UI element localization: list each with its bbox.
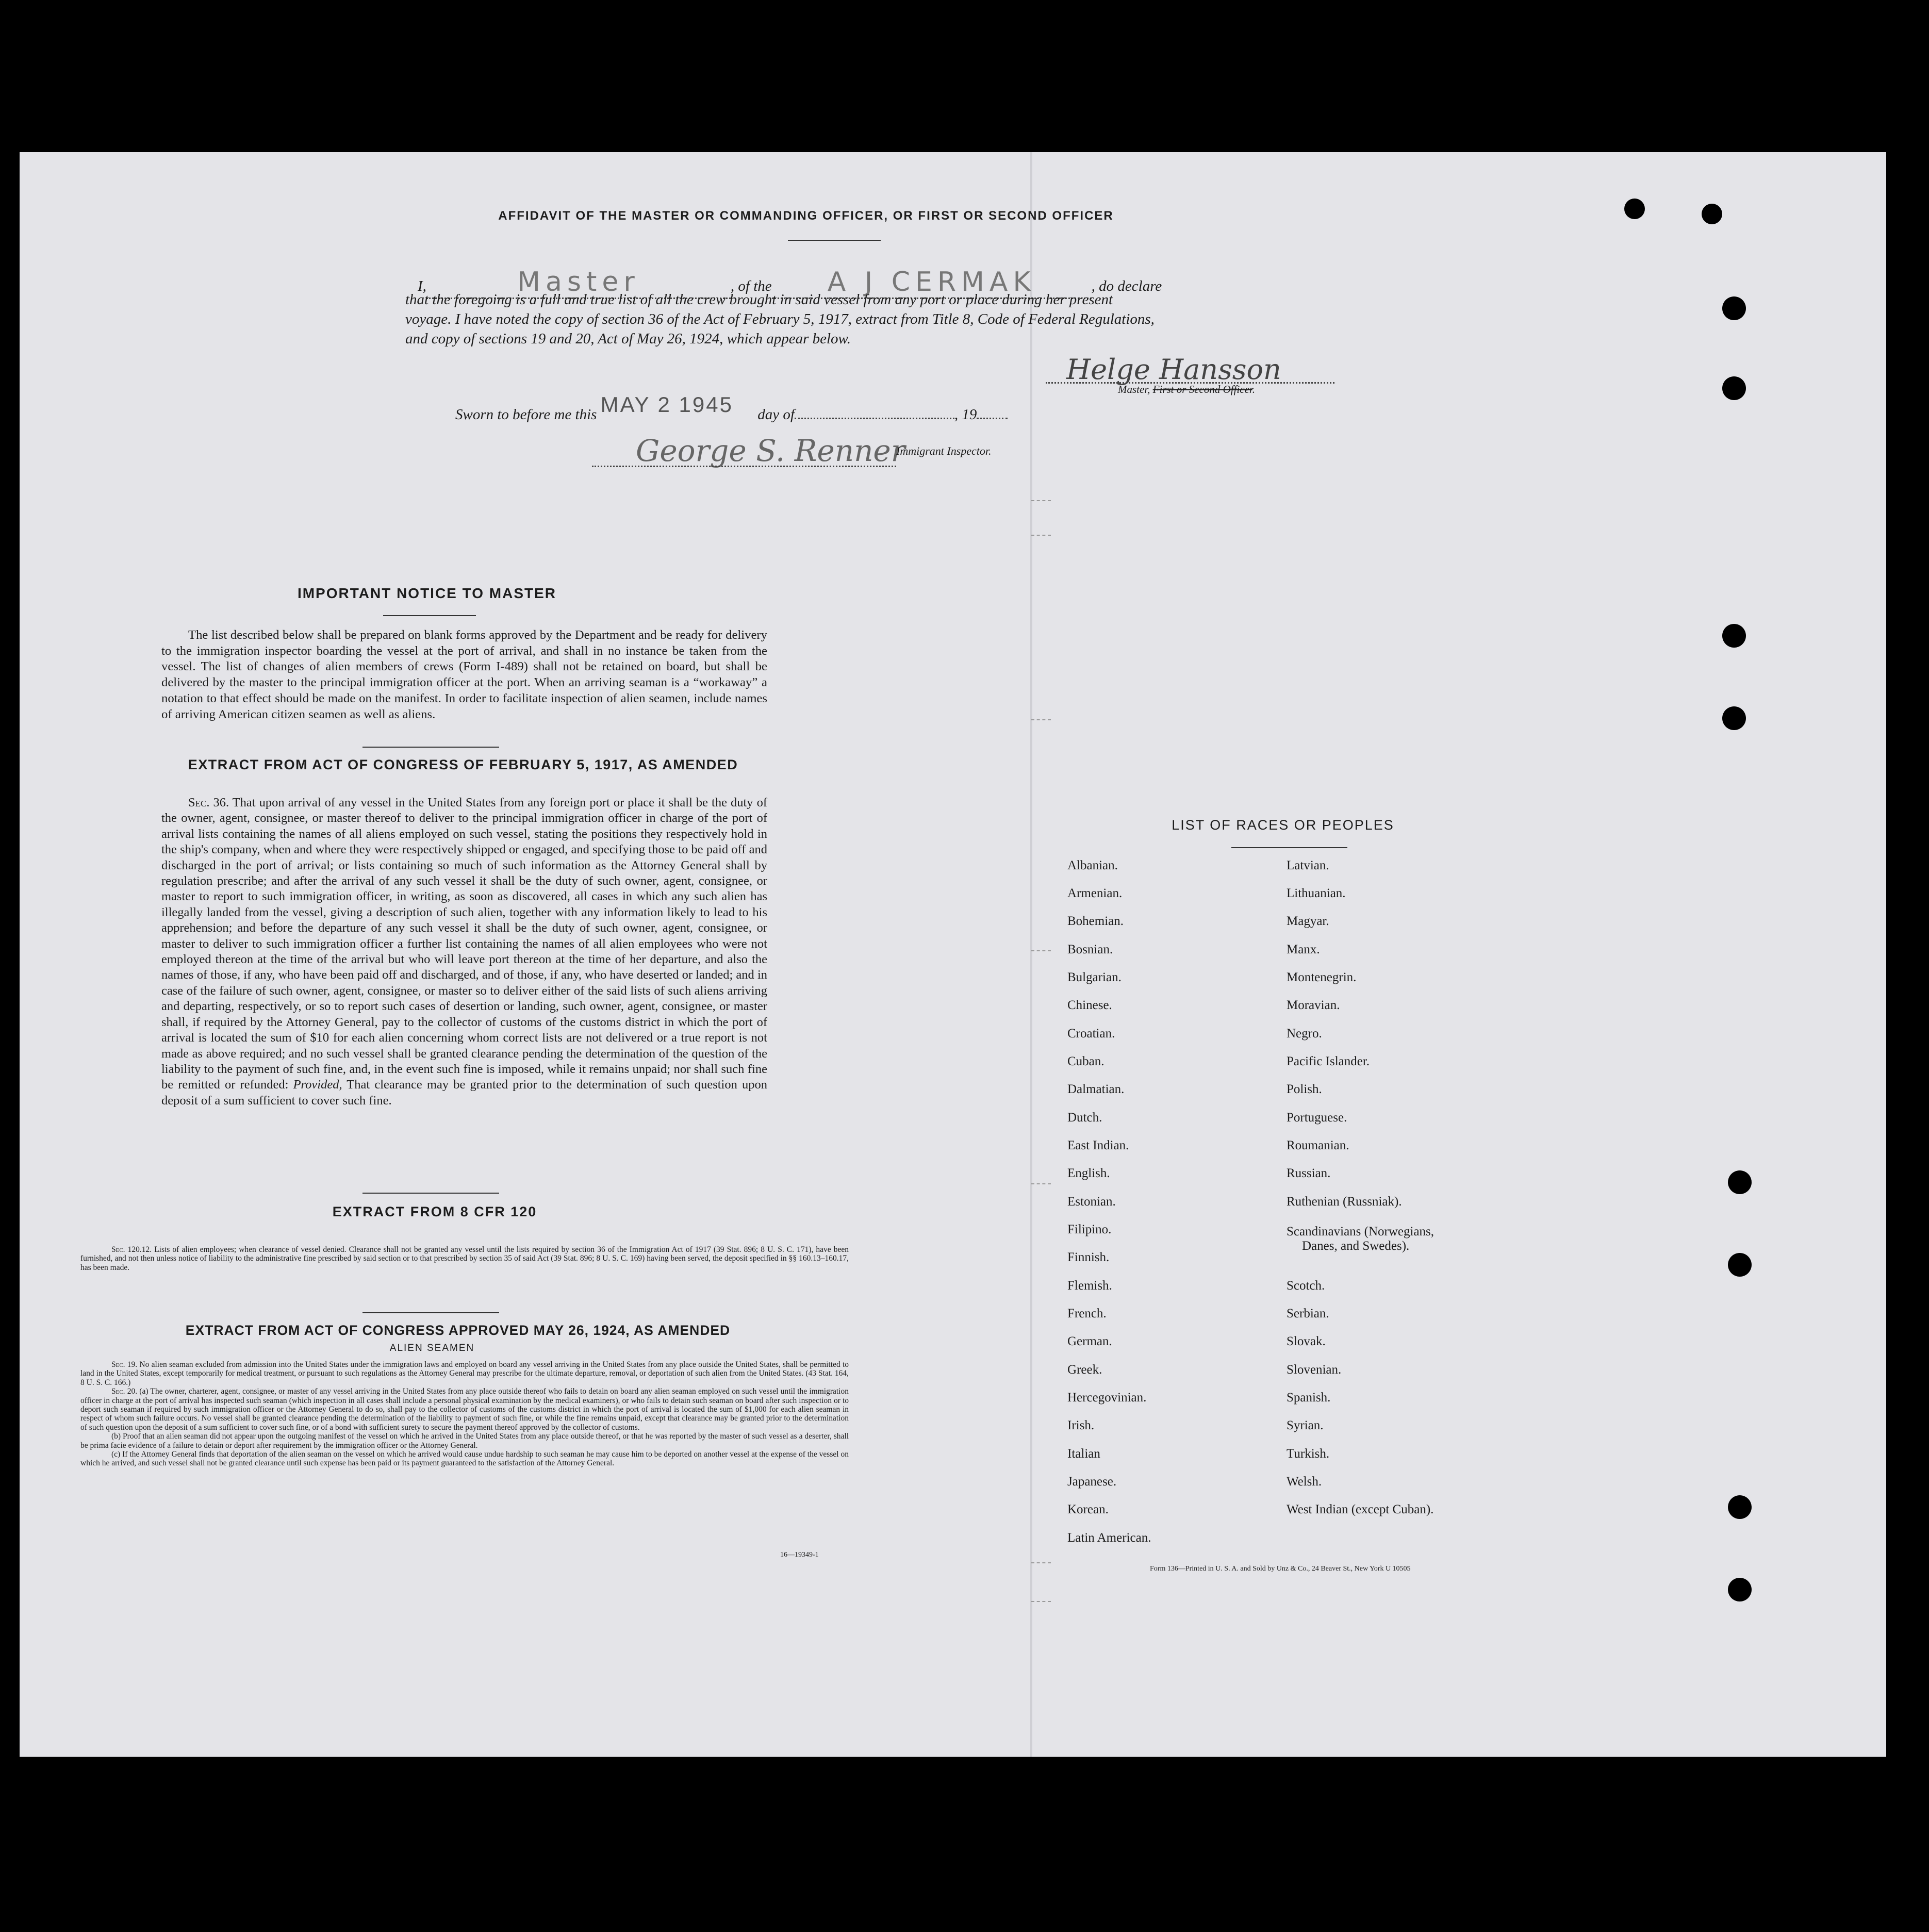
- affidavit-line-4: and copy of sections 19 and 20, Act of May 26, 1924, which appear below.: [405, 331, 851, 347]
- extract-1924-heading: EXTRACT FROM ACT OF CONGRESS APPROVED MAY 26, 1924, AS AMENDED: [185, 1323, 731, 1338]
- punch-hole: [1722, 624, 1746, 648]
- sworn-line: [455, 392, 1008, 424]
- alien-seamen-subheading: ALIEN SEAMEN: [389, 1343, 475, 1353]
- divider: [788, 240, 881, 241]
- race-item: Cuban.: [1067, 1054, 1104, 1068]
- divider: [1231, 847, 1347, 848]
- race-item: French.: [1067, 1307, 1107, 1320]
- section-36-text: Sec. 36. That upon arrival of any vessel in the United States from any foreign port or place it shall be the duty of the owner, agent, consignee, or master thereof to deliver to the principal immigration officer in charge of the port of arrival lists containing the names of all aliens employed on such vessel, stating the positions they respectively hold in the ship's company, when and where they were respectively shipped or engaged, and specifying those to be paid off and discharged in the port of arrival; or lists containing so much of such information as the Attorney General shall by regulation prescribe; and after the arrival of any such vessel it shall be the duty of such owner, agent, consignee, or master to report to such immigration officer, in writing, as soon as discovered, all cases in which any such alien has illegally landed from the vessel, giving a description of such alien, together with any information likely to lead to his apprehension; and before the departure of any such vessel it shall be the duty of such owner, agent, consignee, or master to deliver to such immigration officer a further list containing the names of all alien employees who were not employed thereon at the time of the arrival but who will leave port thereon at the time of her departure, and also the names of those, if any, who have been paid off and discharged, and of those, if any, who have deserted or landed; and in case of the failure of such owner, agent, consignee, or master so to deliver either of the said lists of such aliens arriving and departing, respectively, or so to report such cases of desertion or landing, such owner, agent, consignee, or master shall, if required by the Attorney General, pay to the collector of customs of the customs district in which the port of arrival is located the sum of $10 for each alien concerning whom correct lists are not delivered or a true report is not made as above required; and no such vessel shall be granted clearance pending the determination of the question of the liability to the payment of such fine, and, in the event such fine is imposed, while it remains unpaid; nor shall such fine be remitted or refunded: Provided, That clearance may be granted prior to the determination of such question upon deposit of a sum sufficient to cover such fine.: [161, 796, 767, 1108]
- race-item: Hercegovinian.: [1067, 1391, 1147, 1405]
- document-page: [20, 152, 1886, 1757]
- race-item: Croatian.: [1067, 1027, 1115, 1041]
- divider: [362, 747, 499, 748]
- race-item: Bosnian.: [1067, 943, 1113, 956]
- race-item: Ruthenian (Russniak).: [1287, 1195, 1402, 1209]
- race-item: Estonian.: [1067, 1195, 1116, 1209]
- fold-dash: [1031, 950, 1051, 951]
- race-item: Bohemian.: [1067, 914, 1124, 928]
- i-label: I,: [418, 278, 426, 294]
- race-item: Dutch.: [1067, 1111, 1102, 1125]
- race-item: Syrian.: [1287, 1418, 1324, 1432]
- fold-dash: [1031, 500, 1051, 501]
- race-item: Moravian.: [1287, 998, 1340, 1012]
- affidavit-line-2: that the foregoing is a full and true list of all the crew brought in said vessel from any port or place during her present: [405, 291, 1113, 308]
- race-item: Korean.: [1067, 1502, 1109, 1516]
- punch-hole: [1728, 1578, 1752, 1601]
- race-item: Latvian.: [1287, 858, 1329, 872]
- punch-hole: [1722, 376, 1746, 400]
- master-signature: Helge Hansson: [1066, 353, 1281, 386]
- punch-hole: [1728, 1170, 1752, 1194]
- race-item: Dalmatian.: [1067, 1082, 1125, 1096]
- year-label: , 19: [954, 406, 977, 423]
- race-item: German.: [1067, 1334, 1112, 1348]
- race-item: Italian: [1067, 1447, 1100, 1461]
- notice-text: The list described below shall be prepared on blank forms approved by the Department and be ready for delivery to the immigration inspector boarding the vessel at the port of arrival, and shall in no instance be taken from the vessel. The list of changes of alien members of crews (Form I-489) shall not be retained on board, but shall be delivered by the master to the principal immigration officer at the port. When an arriving seaman is a “workaway” a notation to that effect should be made on the manifest. In order to facilitate inspection of alien seamen, include names of arriving American citizen seamen as well as aliens.: [161, 628, 767, 721]
- race-item: Turkish.: [1287, 1447, 1330, 1461]
- race-item: Albanian.: [1067, 858, 1118, 872]
- punch-hole: [1728, 1253, 1752, 1277]
- fold-dash: [1031, 535, 1051, 536]
- race-item: Irish.: [1067, 1418, 1095, 1432]
- race-item: Pacific Islander.: [1287, 1054, 1370, 1068]
- vessel-handwritten: A J CERMAK: [827, 267, 1036, 298]
- inspector-signature-line: [592, 441, 896, 467]
- race-item: Russian.: [1287, 1166, 1331, 1180]
- race-item: Spanish.: [1287, 1391, 1331, 1405]
- race-item: Portuguese.: [1287, 1111, 1347, 1125]
- race-item-continuation: Danes, and Swedes).: [1302, 1239, 1410, 1253]
- race-item: Magyar.: [1287, 914, 1329, 928]
- month-field: [795, 418, 954, 419]
- race-item: Serbian.: [1287, 1307, 1329, 1320]
- race-item: Slovenian.: [1287, 1363, 1342, 1377]
- race-item: West Indian (except Cuban).: [1287, 1502, 1434, 1516]
- race-item: Armenian.: [1067, 886, 1123, 900]
- race-item: English.: [1067, 1166, 1110, 1180]
- race-item: Roumanian.: [1287, 1138, 1349, 1152]
- race-item: Finnish.: [1067, 1250, 1110, 1264]
- fold-dash: [1031, 1601, 1051, 1602]
- year-field: [977, 418, 1008, 419]
- fold-dash: [1031, 1183, 1051, 1184]
- race-item: Flemish.: [1067, 1279, 1112, 1293]
- master-caption: Master, First or Second Officer.: [1118, 383, 1255, 395]
- fold-dash: [1031, 1562, 1051, 1563]
- master-handwritten: Master: [517, 267, 640, 298]
- race-item: Filipino.: [1067, 1223, 1112, 1236]
- ink-spot: [1702, 204, 1722, 224]
- inspector-signature: George S. Renner: [636, 433, 905, 468]
- punch-hole: [1722, 706, 1746, 730]
- race-item: Polish.: [1287, 1082, 1322, 1096]
- sworn-label: Sworn to before me this: [455, 406, 597, 423]
- race-item: Chinese.: [1067, 998, 1112, 1012]
- affidavit-line-3: voyage. I have noted the copy of section 36 of the Act of February 5, 1917, extract from Title 8, Code of Federal Regulations,: [405, 311, 1155, 327]
- page-fold: [1030, 152, 1032, 1757]
- extract-1917-heading: EXTRACT FROM ACT OF CONGRESS OF FEBRUARY 5, 1917, AS AMENDED: [188, 757, 738, 772]
- do-declare-label: , do declare: [1091, 278, 1162, 294]
- cfr-heading: EXTRACT FROM 8 CFR 120: [332, 1204, 537, 1219]
- divider: [383, 615, 476, 616]
- punch-hole: [1722, 296, 1746, 320]
- divider: [362, 1312, 499, 1313]
- race-item: Welsh.: [1287, 1475, 1322, 1489]
- date-stamp: MAY 2 1945: [600, 392, 733, 417]
- print-code: 16—19349-1: [780, 1551, 819, 1559]
- punch-hole: [1728, 1495, 1752, 1519]
- fold-dash: [1031, 719, 1051, 720]
- section-19-20-text: Sec. 19. No alien seaman excluded from admission into the United States under the immigration laws and employed on board any vessel arriving in the United States from any place outside the United States, shall be permitted to land in the United States, except temporarily for medical treatment, or pursuant to such regulations as the Attorney General may prescribe for the ultimate departure, removal, or deportation of such alien from the United States. (43 Stat. 164, 8 U. S. C. 166.) Sec. 20. (a) The owner, charterer, agent, consignee, or master of any vessel arriving in the United States from any place outside thereof who fails to detain on board any alien seaman employed on such vessel until the immigration officer in charge at the port of arrival has inspected such seaman (which inspection in all cases shall include a personal physical examination by the medical examiners), or who fails to detain such seaman on board after such inspection or to deport such seaman if required by such immigration officer or the Attorney General to do so, shall pay to the collector of customs of the customs district in which the port of arrival is located the sum of $1,000 for each alien seaman in respect of whom such failure occurs. No vessel shall be granted clearance pending the determination of the liability to payment of such fine, or while the fine remains unpaid, except that clearance may be granted prior to the determination of such question upon the deposit of a sum sufficient to cover such fine, or of a bond with sufficient surety to secure the payment thereof approved by the collector of customs. (b) Proof that an alien seaman did not appear upon the outgoing manifest of the vessel on which he arrived in the United States from any place outside thereof, or that he was reported by the master of such vessel as a deserter, shall be prima facie evidence of a failure to detain or deport after requirement by the immigration officer or the Attorney General. (c) If the Attorney General finds that deportation of the alien seaman on the vessel on which he arrived would cause undue hardship to such seaman he may cause him to be deported on another vessel at the expense of the vessel on which he arrived, and such vessel shall not be granted clearance until such expense has been paid or its payment guaranteed to the satisfaction of the Attorney General.: [80, 1360, 849, 1468]
- race-item: Manx.: [1287, 943, 1320, 956]
- form-number-note: Form 136—Printed in U. S. A. and Sold by Unz & Co., 24 Beaver St., New York U 10505: [1150, 1565, 1411, 1573]
- affidavit-heading: AFFIDAVIT OF THE MASTER OR COMMANDING OFFICER, OR FIRST OR SECOND OFFICER: [498, 209, 1114, 223]
- inspector-caption: Immigrant Inspector.: [896, 444, 992, 457]
- cfr-text: Sec. 120.12. Lists of alien employees; when clearance of vessel denied. Clearance shall not be granted any vessel until the lists required by section 36 of the Immigration Act of 1917 (39 Stat. 896; 8 U. S. C. 171), have been furnished, and not then unless notice of liability to the administrative fine prescribed by said section or to that prescribed by section 35 of said Act (39 Stat. 896; 8 U. S. C. 169) having been served, the deposit specified in §§ 160.13–160.17, has been made.: [80, 1245, 849, 1272]
- race-item: Greek.: [1067, 1363, 1102, 1377]
- race-item: Negro.: [1287, 1027, 1322, 1041]
- master-signature-line: [1046, 359, 1334, 384]
- ink-spot: [1624, 199, 1645, 219]
- race-item: Slovak.: [1287, 1334, 1326, 1348]
- races-heading: LIST OF RACES OR PEOPLES: [1172, 817, 1394, 833]
- race-item: Bulgarian.: [1067, 970, 1122, 984]
- race-item: Lithuanian.: [1287, 886, 1346, 900]
- race-item: Montenegrin.: [1287, 970, 1357, 984]
- race-item: East Indian.: [1067, 1138, 1129, 1152]
- race-item: Japanese.: [1067, 1475, 1117, 1489]
- of-the-label: , of the: [730, 278, 772, 294]
- race-item: Scotch.: [1287, 1279, 1325, 1293]
- notice-heading: IMPORTANT NOTICE TO MASTER: [297, 585, 557, 601]
- race-item: Latin American.: [1067, 1531, 1151, 1545]
- day-of-label: day of: [757, 406, 795, 423]
- race-item: Scandinavians (Norwegians, Danes, and Swedes).: [1287, 1225, 1435, 1253]
- divider: [362, 1193, 499, 1194]
